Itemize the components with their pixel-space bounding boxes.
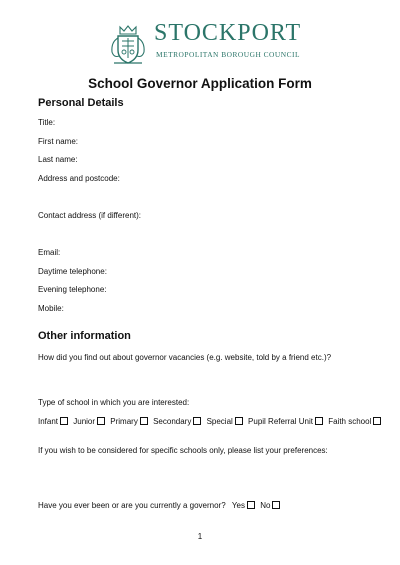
org-subtitle: METROPOLITAN BOROUGH COUNCIL (156, 50, 300, 59)
form-title: School Governor Application Form (88, 76, 312, 91)
governor-experience-question: Have you ever been or are you currently a governor? (38, 501, 226, 510)
school-preferences-question: If you wish to be considered for specific schools only, please list your preferences: (38, 446, 328, 455)
daytime-telephone-label: Daytime telephone: (38, 267, 107, 276)
faith-school-checkbox[interactable] (373, 417, 381, 425)
title-label: Title: (38, 118, 56, 127)
junior-checkbox[interactable] (97, 417, 105, 425)
option-infant[interactable]: Infant (38, 417, 71, 426)
pupil-referral-unit-checkbox[interactable] (315, 417, 323, 425)
no-option[interactable]: No (260, 501, 283, 510)
secondary-checkbox[interactable] (193, 417, 201, 425)
primary-checkbox[interactable] (140, 417, 148, 425)
crest-icon (106, 22, 150, 66)
yes-checkbox[interactable] (247, 501, 255, 509)
council-logo (106, 22, 302, 66)
infant-checkbox[interactable] (60, 417, 68, 425)
contact-address-label: Contact address (if different): (38, 211, 142, 220)
option-special[interactable]: Special (207, 417, 246, 426)
option-faith-school[interactable]: Faith school (328, 417, 384, 426)
yes-option[interactable]: Yes (232, 501, 258, 510)
evening-telephone-label: Evening telephone: (38, 285, 107, 294)
option-secondary[interactable]: Secondary (153, 417, 204, 426)
first-name-label: First name: (38, 137, 79, 146)
option-pupil-referral-unit[interactable]: Pupil Referral Unit (248, 417, 326, 426)
page-number: 1 (197, 532, 203, 541)
governor-experience-row (38, 501, 283, 510)
personal-details-heading: Personal Details (38, 97, 124, 109)
mobile-label: Mobile: (38, 304, 64, 313)
school-type-question: Type of school in which you are interested: (38, 398, 190, 407)
org-name: STOCKPORT (154, 20, 302, 46)
school-type-options (38, 417, 384, 426)
option-primary[interactable]: Primary (110, 417, 151, 426)
email-label: Email: (38, 248, 61, 257)
vacancy-source-question: How did you find out about governor vacancies (e.g. website, told by a friend etc.)? (38, 353, 332, 362)
last-name-label: Last name: (38, 155, 78, 164)
option-junior[interactable]: Junior (73, 417, 108, 426)
other-information-heading: Other information (38, 330, 131, 342)
address-label: Address and postcode: (38, 174, 120, 183)
special-checkbox[interactable] (235, 417, 243, 425)
no-checkbox[interactable] (272, 501, 280, 509)
